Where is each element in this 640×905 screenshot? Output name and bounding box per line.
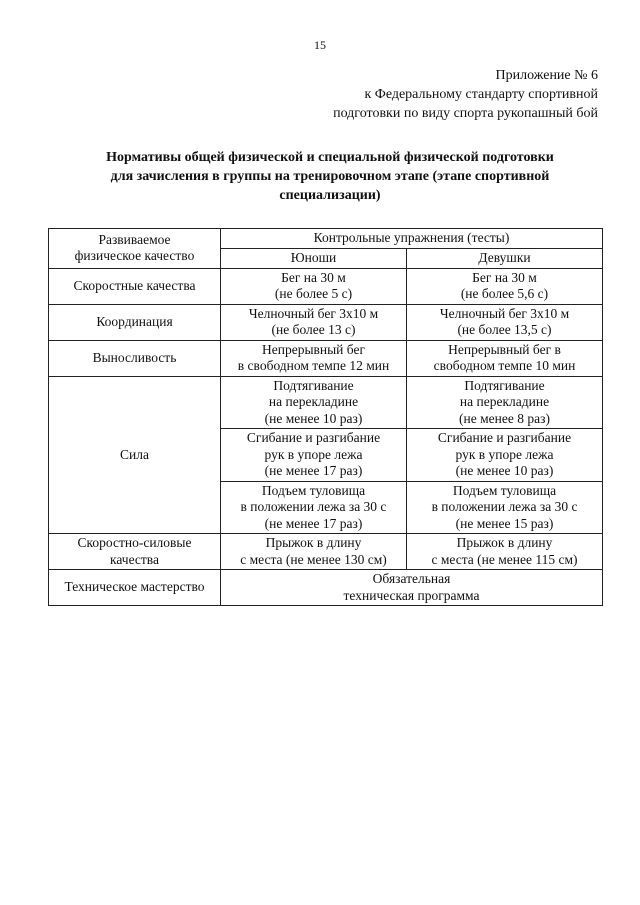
situps-boys xyxy=(221,481,407,534)
cell-line: рук в упоре лежа xyxy=(264,446,363,462)
cell-line: (не менее 8 раз) xyxy=(459,410,550,426)
cell-line: рук в упоре лежа xyxy=(455,446,554,462)
pullups-boys xyxy=(221,376,407,429)
endurance-girls xyxy=(407,340,603,376)
appendix-header xyxy=(333,66,598,123)
cell-line: Челночный бег 3х10 м xyxy=(439,305,570,321)
cell-line: Непрерывный бег в xyxy=(448,341,561,357)
coordination-girls xyxy=(407,304,603,340)
pullups-girls xyxy=(407,376,603,429)
cell-line: Подтягивание xyxy=(464,377,545,393)
pushups-boys xyxy=(221,429,407,482)
quality-technical: Техническое мастерство xyxy=(49,570,221,606)
cell-line: качества xyxy=(109,551,159,567)
cell-line: с места (не менее 115 см) xyxy=(431,551,578,567)
table-row xyxy=(49,304,603,340)
speed-girls xyxy=(407,268,603,304)
cell-line: с места (не менее 130 см) xyxy=(240,551,387,567)
cell-line: Скоростно-силовые xyxy=(77,535,192,550)
cell-line: Обязательная xyxy=(372,571,451,586)
coordination-boys xyxy=(221,304,407,340)
cell-line: техническая программа xyxy=(343,587,480,603)
table-row xyxy=(49,268,603,304)
quality-endurance: Выносливость xyxy=(49,340,221,376)
header-quality-line: физическое качество xyxy=(74,248,195,264)
cell-line: Подтягивание xyxy=(273,377,354,393)
endurance-boys xyxy=(221,340,407,376)
cell-line: Сгибание и разгибание xyxy=(246,430,381,445)
jump-girls xyxy=(407,534,603,570)
cell-line: Подъем туловища xyxy=(452,482,557,498)
header-row xyxy=(49,229,603,249)
cell-line: Челночный бег 3х10 м xyxy=(248,305,379,321)
header-girls: Девушки xyxy=(407,249,603,269)
cell-line: (не менее 10 раз) xyxy=(455,463,554,478)
appendix-line-2: к Федеральному стандарту спортивной xyxy=(364,87,598,102)
cell-line: Подъем туловища xyxy=(261,482,366,498)
cell-line: (не более 5,6 с) xyxy=(460,286,549,301)
cell-line: в положении лежа за 30 с xyxy=(431,499,578,514)
situps-girls xyxy=(407,481,603,534)
title-line-1: Нормативы общей физической и специальной физической подготовки xyxy=(106,150,554,165)
cell-line: Непрерывный бег xyxy=(261,341,366,357)
speed-boys xyxy=(221,268,407,304)
header-tests: Контрольные упражнения (тесты) xyxy=(221,229,603,249)
header-quality xyxy=(49,229,221,269)
cell-line: на перекладине xyxy=(459,394,550,409)
table-row xyxy=(49,376,603,429)
quality-speed-strength xyxy=(49,534,221,570)
table-row xyxy=(49,340,603,376)
cell-line: (не более 5 с) xyxy=(274,286,353,301)
quality-speed: Скоростные качества xyxy=(49,268,221,304)
cell-line: в свободном темпе 12 мин xyxy=(237,358,390,373)
technical-program xyxy=(221,570,603,606)
header-quality-line: Развиваемое xyxy=(98,231,171,247)
table-row xyxy=(49,570,603,606)
header-boys: Юноши xyxy=(221,249,407,269)
document-title xyxy=(60,148,600,205)
quality-coordination: Координация xyxy=(49,304,221,340)
cell-line: (не менее 15 раз) xyxy=(455,515,554,531)
title-line-2: для зачисления в группы на тренировочном этапе (этапе спортивной xyxy=(110,169,550,184)
cell-line: Прыжок в длину xyxy=(265,535,362,550)
title-line-3: специализации) xyxy=(279,188,381,203)
pushups-girls xyxy=(407,429,603,482)
cell-line: (не менее 17 раз) xyxy=(264,463,363,478)
cell-line: (не менее 17 раз) xyxy=(264,515,363,531)
jump-boys xyxy=(221,534,407,570)
norms-table xyxy=(48,228,603,606)
cell-line: в положении лежа за 30 с xyxy=(240,499,387,514)
page-number: 15 xyxy=(314,38,326,52)
cell-line: (не более 13,5 с) xyxy=(457,322,552,337)
cell-line: (не менее 10 раз) xyxy=(264,410,363,426)
appendix-line-3: подготовки по виду спорта рукопашный бой xyxy=(333,106,598,121)
cell-line: Прыжок в длину xyxy=(456,535,553,550)
cell-line: Бег на 30 м xyxy=(472,269,537,285)
appendix-line-1: Приложение № 6 xyxy=(495,68,598,83)
cell-line: на перекладине xyxy=(268,394,359,409)
cell-line: (не более 13 с) xyxy=(271,322,356,337)
table-row xyxy=(49,534,603,570)
cell-line: свободном темпе 10 мин xyxy=(433,358,576,373)
cell-line: Бег на 30 м xyxy=(281,269,346,285)
cell-line: Сгибание и разгибание xyxy=(437,430,572,445)
quality-strength: Сила xyxy=(49,376,221,534)
